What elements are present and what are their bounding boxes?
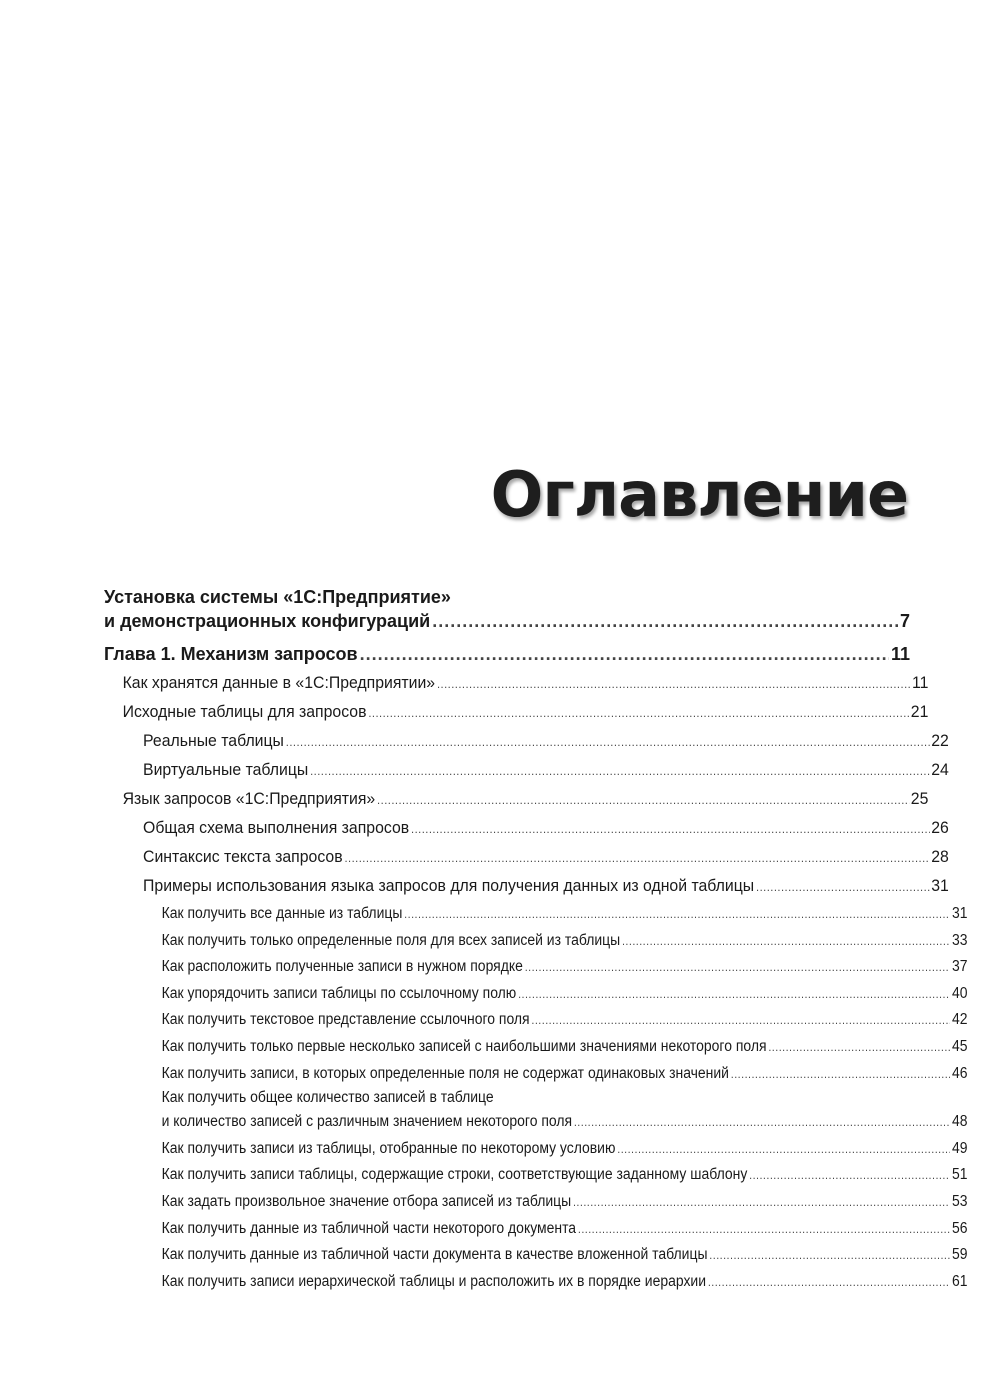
toc-entry[interactable] [104,785,928,814]
dot-leader [749,1163,950,1189]
toc-entry-text: Как получить записи из таблицы, отобранные по некоторому условию [161,1139,616,1157]
dot-leader [286,729,930,756]
toc-entry-chapter-1[interactable] [104,642,910,666]
toc-page-number: 46 [951,1064,968,1082]
toc-entry[interactable] [104,928,968,955]
toc-entry[interactable] [104,1269,968,1296]
toc-page-number: 24 [931,760,949,779]
toc-page-number: 31 [951,905,968,922]
toc-page-number: 42 [951,1011,968,1029]
toc-entry-text: Общая схема выполнения запросов [143,818,410,837]
toc-entry-text: Глава 1. Механизм запросов [104,644,358,664]
toc-entry-text: Примеры использования языка запросов для получения данных из одной таблицы [143,876,755,895]
dot-leader [518,982,950,1008]
toc-entry-text: Как получить данные из табличной части документа в качестве вложенной таблицы [161,1246,708,1264]
dot-leader [360,642,889,666]
toc-page-number: 31 [931,876,949,895]
toc-page-number: 22 [931,731,949,750]
toc-page-number: 59 [951,1246,968,1264]
toc-entry-text: Как получить только определенные поля для всех записей из таблицы [161,931,621,949]
toc-page-number: 45 [951,1037,968,1055]
toc-page-number: 26 [931,818,949,837]
dot-leader [437,671,910,698]
toc-entry[interactable] [104,981,968,1008]
toc-entry-text: Как хранятся данные в «1С:Предприятии» [122,673,436,692]
toc-page-number: 37 [951,958,968,976]
toc-page-number: 61 [951,1272,968,1290]
toc-entry[interactable] [104,1162,968,1189]
toc-entry[interactable] [104,727,949,756]
toc-page-number: 53 [951,1192,968,1210]
toc-entry-text: Язык запросов «1С:Предприятия» [122,789,376,808]
table-of-contents [104,585,968,1295]
toc-entry-text: Как расположить полученные записи в нужном порядке [161,958,523,976]
dot-leader [574,1110,950,1136]
toc-entry-line1[interactable]: Как получить общее количество записей в таблице [161,1089,494,1107]
toc-page-number: 56 [951,1219,968,1237]
dot-leader [708,1270,950,1296]
toc-page-number: 48 [951,1113,968,1131]
toc-entry-text: Как получить данные из табличной части некоторого документа [161,1219,577,1237]
toc-page-number: 25 [910,789,929,808]
dot-leader [310,758,929,785]
toc-page-number: 21 [910,702,929,721]
toc-entry[interactable] [104,1007,968,1034]
dot-leader [525,955,950,981]
toc-entry-text: Как получить записи, в которых определенные поля не содержат одинаковых значений [161,1064,729,1082]
toc-page-number: 51 [951,1166,968,1184]
dot-leader [731,1062,950,1088]
toc-entry-text: Виртуальные таблицы [143,760,309,779]
toc-entry-text: Как получить только первые несколько записей с наибольшими значениями некоторого поля [161,1037,767,1055]
dot-leader [578,1217,950,1243]
dot-leader [404,902,950,928]
toc-page-number: 11 [890,644,910,664]
dot-leader [756,874,929,901]
dot-leader [768,1035,950,1061]
toc-page-number: 40 [951,984,968,1002]
dot-leader [377,787,909,814]
toc-entry[interactable] [104,698,928,727]
toc-entry-text: Реальные таблицы [143,731,284,750]
toc-entry[interactable] [104,1109,968,1136]
dot-leader [411,816,929,843]
toc-page-number: 28 [931,847,949,866]
toc-entry-text: Как задать произвольное значение отбора записей из таблицы [161,1192,572,1210]
toc-entry[interactable] [104,901,968,928]
toc-entry[interactable] [104,843,949,872]
toc-entry[interactable] [104,1061,968,1088]
toc-entry-text: Как получить все данные из таблицы [161,905,403,922]
toc-entry-text: Как получить записи таблицы, содержащие строки, соответствующие заданному шаблону [161,1166,748,1184]
toc-entry[interactable] [104,814,949,843]
toc-entry-text: Синтаксис текста запросов [143,847,343,866]
toc-entry-text: и количество записей с различным значением некоторого поля [161,1113,573,1131]
toc-entry-text: Исходные таблицы для запросов [122,702,367,721]
toc-page-number: 11 [911,673,929,692]
dot-leader [344,845,929,872]
dot-leader [617,1137,950,1163]
toc-entry[interactable] [104,1034,968,1061]
toc-entry-text: и демонстрационных конфигураций [104,611,431,631]
toc-entry[interactable] [104,1242,968,1269]
toc-page-number: 49 [951,1139,968,1157]
toc-entry[interactable] [104,954,968,981]
dot-leader [573,1190,950,1216]
toc-entry[interactable] [104,756,949,785]
toc-entry-installation-line1[interactable]: Установка системы «1С:Предприятие» [104,587,451,607]
toc-page-number: 7 [899,611,910,631]
page-title: Оглавление [490,458,908,531]
toc-entry[interactable] [104,1189,968,1216]
toc-entry-installation-line2[interactable] [104,609,910,633]
toc-entry-text: Как упорядочить записи таблицы по ссылочному полю [161,984,517,1002]
toc-entry[interactable] [104,1136,968,1163]
dot-leader [368,700,909,727]
dot-leader [622,929,950,955]
toc-entry[interactable] [104,669,928,698]
toc-page-number: 33 [951,931,968,949]
toc-entry[interactable] [104,1216,968,1243]
toc-entry-text: Как получить текстовое представление ссылочного поля [161,1011,530,1029]
toc-entry-text: Как получить записи иерархической таблицы и расположить их в порядке иерархии [161,1272,707,1290]
dot-leader [709,1243,950,1269]
dot-leader [531,1008,950,1034]
dot-leader [432,609,898,633]
toc-entry[interactable] [104,872,949,901]
